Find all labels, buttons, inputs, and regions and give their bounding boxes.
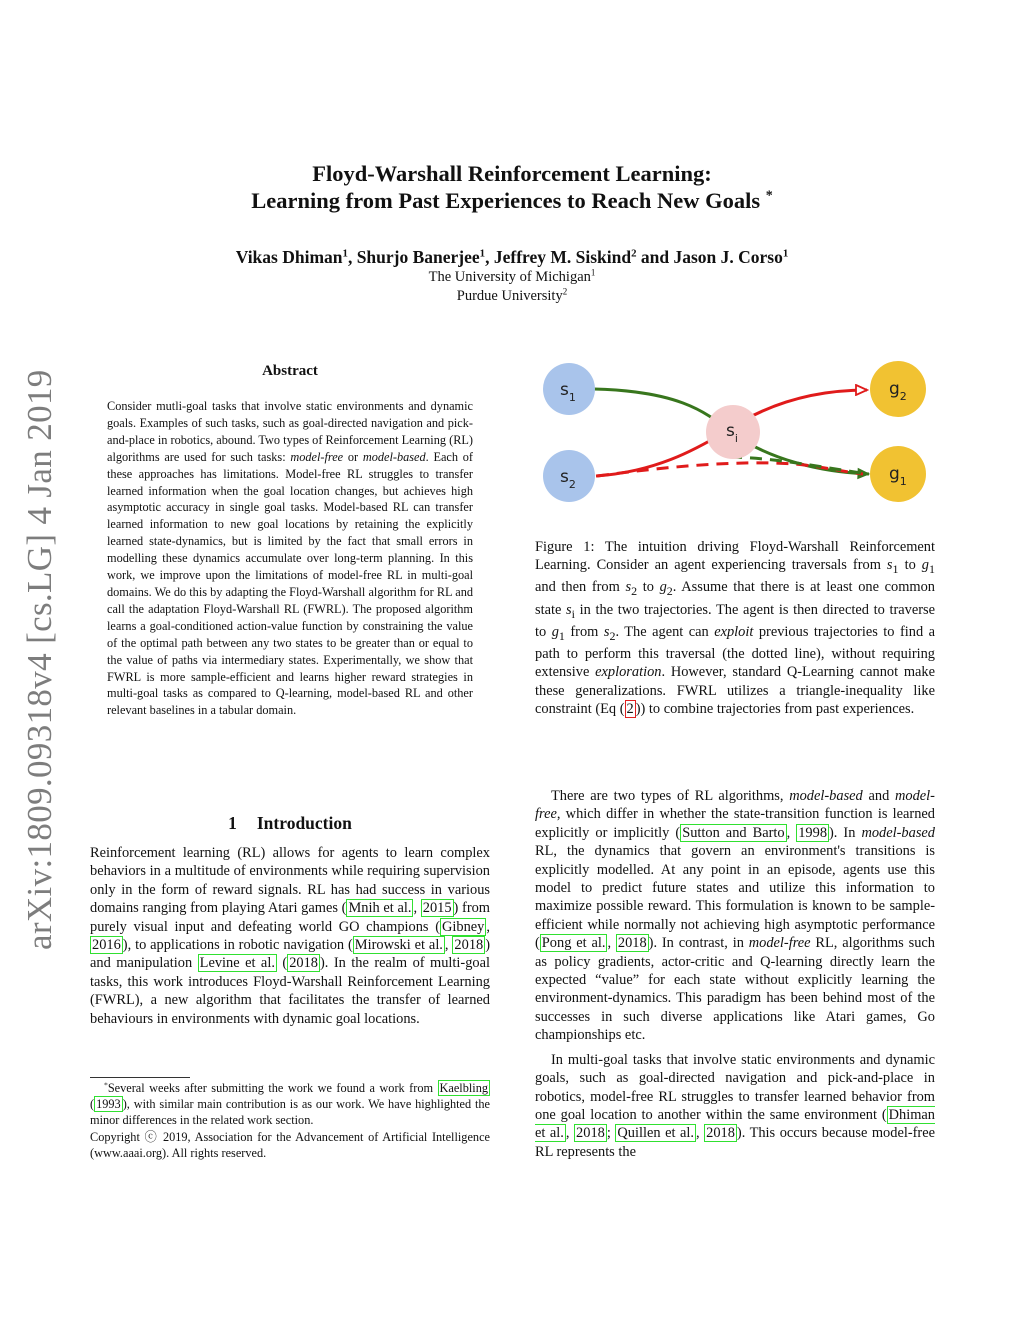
node-si bbox=[706, 405, 760, 459]
title-footnote-mark: * bbox=[765, 188, 773, 204]
author-affiliation-mark: 2 bbox=[631, 247, 637, 260]
citation-link[interactable]: 2018 bbox=[706, 1125, 735, 1142]
footnote bbox=[90, 1080, 490, 1161]
svg-text:si: $s_i$ bbox=[726, 421, 738, 445]
citation-link[interactable]: 2018 bbox=[576, 1125, 605, 1142]
citation-link[interactable]: Mnih et al. bbox=[348, 900, 412, 917]
author-name: Jason J. Corso bbox=[673, 247, 783, 267]
author-affiliation-mark: 1 bbox=[782, 247, 789, 260]
node-s1 bbox=[543, 363, 595, 415]
svg-text:g1: $g_1$ bbox=[889, 464, 907, 488]
citation-link[interactable]: 2015 bbox=[422, 900, 452, 917]
author-name: Jeffrey M. Siskind bbox=[493, 247, 632, 267]
author-list: Vikas Dhiman$^1$, Shurjo Banerjee$^1$, Jeffrey M. Siskind$^2$ and Jason J. Corso$^1$ bbox=[235, 247, 789, 267]
node-s2 bbox=[543, 450, 595, 502]
footnote-text: *Several weeks after submitting the work we found a work from Kaelbling ( 1993 ), with similar main contribution is as our work. We have highlighted the minor differences in the related work section. bbox=[90, 1080, 490, 1128]
arxiv-id: arXiv:1809.09318v4 [cs.LG] 4 Jan 2019 bbox=[20, 369, 59, 950]
citation-link[interactable]: 2018 bbox=[454, 937, 484, 954]
affiliation-1: The University of Michigan$^1$ bbox=[428, 267, 596, 285]
author-affiliation-mark: 1 bbox=[479, 247, 486, 260]
author-name: Vikas Dhiman bbox=[235, 247, 343, 267]
citation-link[interactable]: Pong et al. bbox=[541, 935, 606, 952]
citation-link[interactable]: Dhiman et al. bbox=[535, 1106, 935, 1142]
author-name: Shurjo Banerjee bbox=[356, 247, 480, 267]
citation-link[interactable]: Mirowski et al. bbox=[354, 937, 443, 954]
right-column-body bbox=[535, 787, 935, 1167]
citation-link[interactable]: 2018 bbox=[617, 935, 647, 952]
introduction-paragraph: Reinforcement learning (RL) allows for agents to learn complex behaviors in a multitude of environments while requiring supervision only in the form of reward signals. RL has had success in various domains ranging from playing Atari games ( Mnih et al. , 2015 ) from purely visual input and defeating world GO champions ( Gibney , 2016 ), to applications in robotic navigation ( Mirowski et al. , 2018 ) and manipulation Levine et al. ( 2018 ). In the realm of multi-goal tasks, this work introduces Floyd-Warshall Reinforcement Learning (FWRL), a new algorithm that facilitates the transfer of learned behaviours in environments with dynamic goal locations. bbox=[90, 845, 491, 1027]
equation-reference-link[interactable]: 2 bbox=[626, 700, 634, 717]
citation-link[interactable]: 1993 bbox=[96, 1097, 121, 1112]
affiliation-2: Purdue University$^2$ bbox=[456, 286, 568, 304]
figure-1-diagram bbox=[535, 360, 955, 520]
footnote-rule bbox=[90, 1077, 190, 1078]
citation-link[interactable]: 2018 bbox=[289, 955, 318, 972]
svg-text:g2: $g_2$ bbox=[889, 379, 907, 403]
figure-1-caption: Figure 1: The intuition driving Floyd-Warshall Reinforcement Learning. Consider an agent experiencing traversals from $s_1$ to $g_1$ and then from $s_2$ to $g_2$. Assume that there is at least one common state $s_i$ in the two trajectories. The agent is then directed to traverse to $g_1$ from $s_2$. The agent can exploit previous trajectories to find a path to perform this traversal (the dotted line), without requiring extensive exploration. However, standard Q-Learning cannot make these generalizations. FWRL utilizes a triangle-inequality like constraint (Eq ( 2 )) to combine trajectories from past experiences. bbox=[535, 539, 936, 717]
author-affiliation-mark: 1 bbox=[342, 247, 348, 260]
title-line-2: Learning from Past Experiences to Reach New Goals * bbox=[251, 188, 773, 213]
copyright-notice: Copyright ⓒ 2019, Association for the Advancement of Artificial Intelligence (www.aaai.org). All rights reserved. bbox=[90, 1129, 490, 1160]
abstract-heading: Abstract bbox=[262, 363, 318, 379]
citation-link[interactable]: Quillen et al. bbox=[617, 1125, 694, 1142]
citation-link[interactable]: Sutton and Barto bbox=[682, 824, 785, 841]
paragraph: In multi-goal tasks that involve static environments and dynamic goals, such as goal-directed navigation and pick-and-place in robotics, model-free RL struggles to transfer learned behavior from one goal location to another within the same environment ( Dhiman et al. , 2018 ; Quillen et al. , 2018 ). This occurs because model-free RL represents the bbox=[535, 1051, 935, 1160]
paper-title bbox=[0, 160, 1024, 214]
node-g2 bbox=[870, 361, 926, 417]
abstract-body: Consider mutli-goal tasks that involve static environments and dynamic goals. Examples of such tasks, such as goal-directed navigation and pick-and-place in robotics, abound. Two types of Reinforcement Learning (RL) algorithms are used for such tasks: model-free or model-based. Each of these approaches has limitations. Model-free RL struggles to transfer learned information when the goal location changes, but achieves high asymptotic accuracy in single goal tasks. Model-based RL can transfer learned information to new goal locations by retaining the explicitly learned state-dynamics, but is limited by the fact that small errors in modelling these dynamics accumulate over long-term planning. In this work, we improve upon the limitations of model-free RL in multi-goal domains. We do this by adapting the Floyd-Warshall algorithm for RL and call the adaptation Floyd-Warshall RL (FWRL). The proposed algorithm learns a goal-conditioned action-value function by constraining the value of the optimal path between any two states to be greater than or equal to the value of paths via intermediary states. Experimentally, we show that FWRL is more sample-efficient and learns higher reward strategies in multi-goal tasks as compared to Q-learning, model-based RL and other relevant baselines in a tabular domain. bbox=[107, 399, 474, 718]
paragraph: There are two types of RL algorithms, model-based and model-free, which differ in whether the state-transition function is learned explicitly or implicitly ( Sutton and Barto , 1998 ). In model-based RL, the dynamics that govern an environment's transitions is explicitly modelled. At any point in an episode, agents use this model to predict future states and utilize this information to maximize possible reward. This formulation is known to be sample-efficient while normally not achieving high asymptotic performance ( Pong et al. , 2018 ). In contrast, in model-free RL, algorithms such as policy gradients, actor-critic and Q-learning directly learn the expected “value” for each state without explicitly learning the environment-dynamics. This paradigm has been behind most of the successes in such diverse applications like Atari games, Go championships etc. bbox=[535, 788, 936, 1044]
arxiv-stamp bbox=[19, 370, 61, 950]
svg-text:s1: $s_1$ bbox=[560, 380, 576, 404]
svg-text:s2: $s_2$ bbox=[560, 467, 576, 491]
section-number: 1 bbox=[228, 813, 237, 833]
section-heading-introduction bbox=[90, 813, 490, 834]
title-line-1: Floyd-Warshall Reinforcement Learning: bbox=[312, 161, 712, 186]
citation-link[interactable]: Gibney bbox=[442, 918, 485, 935]
copyright-symbol: ⓒ bbox=[144, 1129, 159, 1144]
citation-link[interactable]: 1998 bbox=[798, 824, 828, 841]
footnote-mark: * bbox=[104, 1080, 108, 1090]
citation-link[interactable]: Levine et al. bbox=[199, 955, 275, 972]
section-title: Introduction bbox=[256, 813, 352, 833]
node-g1 bbox=[870, 446, 926, 502]
citation-link[interactable]: 2016 bbox=[92, 937, 121, 954]
citation-link[interactable]: Kaelbling bbox=[439, 1081, 488, 1095]
